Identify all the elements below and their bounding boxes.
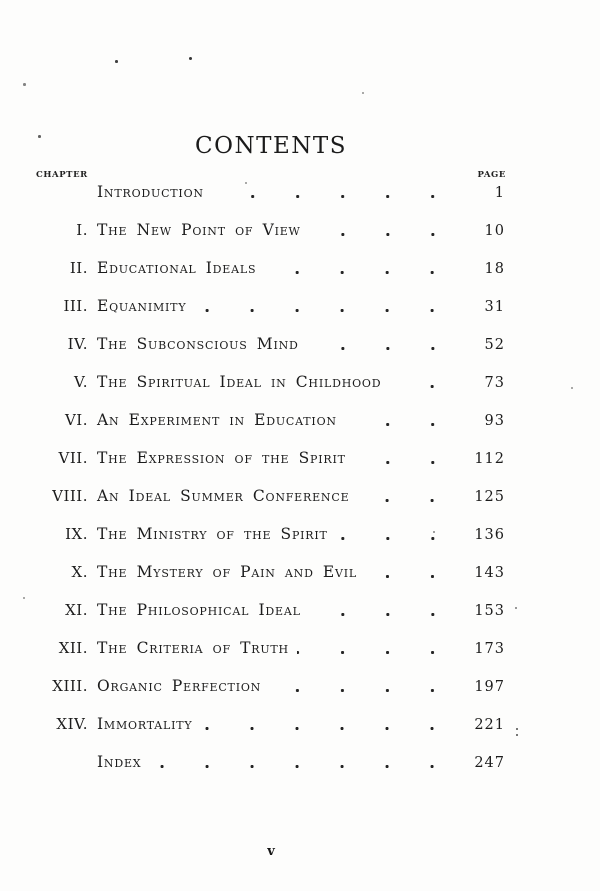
scan-speck xyxy=(189,57,192,60)
dot-leader xyxy=(357,477,459,515)
chapter-title: An Experiment in Education xyxy=(97,411,337,429)
page-number: 136 xyxy=(474,527,505,543)
dot-leader xyxy=(309,211,459,249)
toc-row xyxy=(36,591,506,629)
dot-leader xyxy=(269,667,459,705)
toc-row xyxy=(36,667,506,705)
chapter-column-label: CHAPTER xyxy=(36,170,88,180)
scan-speck xyxy=(23,597,25,599)
chapter-title: The New Point of View xyxy=(97,221,301,239)
chapter-title: Equanimity xyxy=(97,297,187,315)
chapter-numeral: III. xyxy=(63,297,88,315)
dot-leader xyxy=(297,629,459,667)
chapter-title: Introduction xyxy=(97,183,204,201)
toc-row xyxy=(36,401,506,439)
chapter-title: The Spiritual Ideal in Childhood xyxy=(97,373,382,391)
toc-row xyxy=(36,629,506,667)
chapter-numeral: XI. xyxy=(65,601,88,619)
chapter-numeral: IX. xyxy=(65,525,88,543)
dot-leader xyxy=(200,705,459,743)
page-number: 153 xyxy=(474,603,505,619)
dot-leader xyxy=(309,591,459,629)
chapter-numeral: II. xyxy=(69,259,88,277)
chapter-numeral: VII. xyxy=(58,449,88,467)
toc-list xyxy=(36,173,506,781)
toc-row xyxy=(36,363,506,401)
chapter-title: The Mystery of Pain and Evil xyxy=(97,563,358,581)
toc-row xyxy=(36,211,506,249)
toc-row xyxy=(36,287,506,325)
scan-speck xyxy=(362,92,364,94)
chapter-numeral: IV. xyxy=(67,335,88,353)
chapter-numeral: I. xyxy=(76,221,88,239)
page-number: 112 xyxy=(474,451,505,467)
dot-leader xyxy=(354,439,459,477)
chapter-title: The Expression of the Spirit xyxy=(97,449,346,467)
dot-leader xyxy=(307,325,459,363)
page-number: 52 xyxy=(484,337,505,353)
dot-leader xyxy=(149,743,459,781)
toc-row xyxy=(36,439,506,477)
toc-row xyxy=(36,325,506,363)
chapter-title: Educational Ideals xyxy=(97,259,257,277)
page-number: 31 xyxy=(484,299,505,315)
page-number: 73 xyxy=(484,375,505,391)
page-number: 173 xyxy=(474,641,505,657)
chapter-title: Organic Perfection xyxy=(97,677,262,695)
page-number: 197 xyxy=(474,679,505,695)
chapter-title: The Philosophical Ideal xyxy=(97,601,301,619)
page-number: 125 xyxy=(474,489,505,505)
dot-leader xyxy=(389,363,459,401)
page-number: 10 xyxy=(484,223,505,239)
scan-speck xyxy=(516,734,518,736)
toc-row xyxy=(36,173,506,211)
scan-speck xyxy=(516,728,518,730)
dot-leader xyxy=(194,287,459,325)
toc-row xyxy=(36,705,506,743)
chapter-numeral: XIV. xyxy=(56,715,88,733)
scan-speck xyxy=(515,607,517,609)
dot-leader xyxy=(345,401,459,439)
chapter-title: An Ideal Summer Conference xyxy=(97,487,350,505)
chapter-numeral: XII. xyxy=(58,639,88,657)
page-number: 93 xyxy=(484,413,505,429)
dot-leader xyxy=(212,173,459,211)
chapter-title: The Subconscious Mind xyxy=(97,335,299,353)
toc-row xyxy=(36,249,506,287)
chapter-title: Index xyxy=(97,753,142,771)
chapter-title: The Criteria of Truth xyxy=(97,639,289,657)
toc-row xyxy=(36,477,506,515)
page-number: 143 xyxy=(474,565,505,581)
toc-row xyxy=(36,553,506,591)
chapter-numeral: VI. xyxy=(64,411,88,429)
page-number: 1 xyxy=(494,185,505,201)
dot-leader xyxy=(365,553,459,591)
toc-row xyxy=(36,515,506,553)
page-number: 221 xyxy=(474,717,505,733)
scan-speck xyxy=(115,60,118,63)
chapter-numeral: V. xyxy=(74,373,88,391)
scan-speck xyxy=(38,135,41,138)
page-number: 18 xyxy=(484,261,505,277)
page-title: CONTENTS xyxy=(195,133,347,160)
scan-speck xyxy=(571,387,573,389)
dot-leader xyxy=(336,515,459,553)
page-column-label: PAGE xyxy=(477,170,506,180)
chapter-numeral: X. xyxy=(71,563,88,581)
chapter-title: Immortality xyxy=(97,715,193,733)
chapter-numeral: VIII. xyxy=(52,487,88,505)
chapter-title: The Ministry of the Spirit xyxy=(97,525,328,543)
dot-leader xyxy=(264,249,459,287)
scan-speck xyxy=(245,182,247,184)
chapter-numeral: XIII. xyxy=(52,677,88,695)
folio-page-number: v xyxy=(267,844,275,859)
page-number: 247 xyxy=(474,755,505,771)
toc-row xyxy=(36,743,506,781)
scan-speck xyxy=(23,83,26,86)
scan-speck xyxy=(433,531,435,533)
